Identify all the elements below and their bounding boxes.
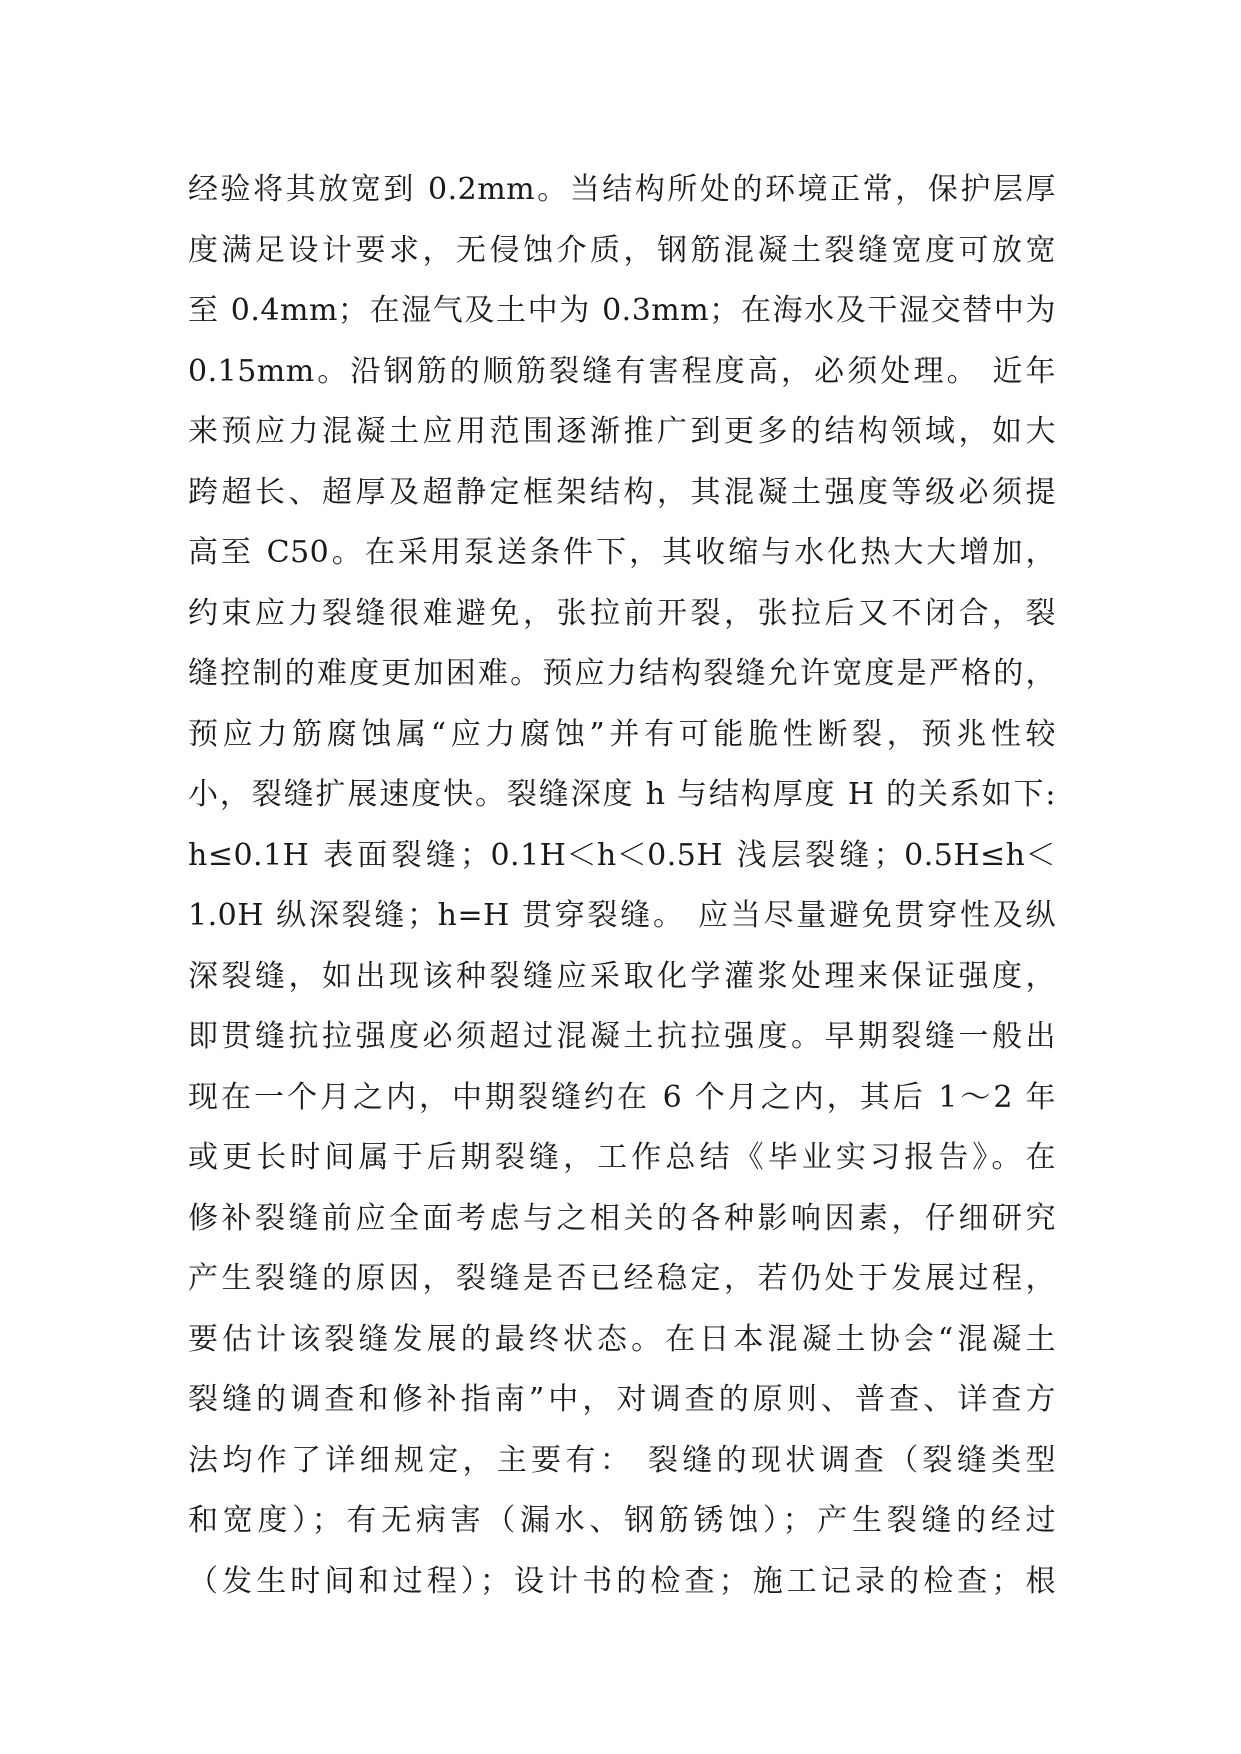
text-line: 深裂缝，如出现该种裂缝应采取化学灌浆处理来保证强度， [188, 958, 1056, 994]
text-line: 和宽度）；有无病害（漏水、钢筋锈蚀）；产生裂缝的经过 [188, 1503, 1056, 1538]
text-line: 约束应力裂缝很难避免，张拉前开裂，张拉后又不闭合，裂 [188, 595, 1056, 631]
body-text [188, 160, 1056, 1612]
text-line: 缝控制的难度更加困难。预应力结构裂缝允许宽度是严格的， [188, 656, 1056, 691]
text-line: 预应力筋腐蚀属“应力腐蚀”并有可能脆性断裂，预兆性较 [188, 716, 1056, 752]
text-line: h≤0.1H 表面裂缝；0.1H＜h＜0.5H 浅层裂缝；0.5H≤h＜ [188, 837, 1056, 873]
text-line: 即贯缝抗拉强度必须超过混凝土抗拉强度。早期裂缝一般出 [188, 1019, 1056, 1054]
text-line: 来预应力混凝土应用范围逐渐推广到更多的结构领域，如大 [188, 414, 1056, 449]
text-line: 跨超长、超厚及超静定框架结构，其混凝土强度等级必须提 [188, 474, 1056, 510]
text-line: 经验将其放宽到 0.2mm。当结构所处的环境正常，保护层厚 [188, 172, 1056, 207]
text-line: 小，裂缝扩展速度快。裂缝深度 h 与结构厚度 H 的关系如下: [188, 777, 1056, 812]
text-line: 要估计该裂缝发展的最终状态。在日本混凝土协会“混凝土 [188, 1321, 1056, 1357]
text-line: 法均作了详细规定，主要有： 裂缝的现状调查（裂缝类型 [188, 1442, 1056, 1478]
text-line: 或更长时间属于后期裂缝，工作总结《毕业实习报告》。在 [188, 1140, 1056, 1175]
text-line: 产生裂缝的原因，裂缝是否已经稳定，若仍处于发展过程， [188, 1261, 1056, 1296]
text-line: 高至 C50。在采用泵送条件下，其收缩与水化热大大增加， [188, 535, 1056, 570]
text-line: 修补裂缝前应全面考虑与之相关的各种影响因素，仔细研究 [188, 1200, 1056, 1236]
text-line: 1.0H 纵深裂缝；h=H 贯穿裂缝。 应当尽量避免贯穿性及纵 [188, 898, 1056, 933]
text-line: 度满足设计要求，无侵蚀介质，钢筋混凝土裂缝宽度可放宽 [188, 232, 1056, 268]
text-line: 0.15mm。沿钢筋的顺筋裂缝有害程度高，必须处理。 近年 [188, 353, 1056, 389]
text-line: 至 0.4mm；在湿气及土中为 0.3mm；在海水及干湿交替中为 [188, 293, 1056, 328]
text-line: （发生时间和过程）；设计书的检查；施工记录的检查；根 [188, 1563, 1056, 1599]
text-line: 现在一个月之内，中期裂缝约在 6 个月之内，其后 1～2 年 [188, 1079, 1056, 1115]
text-line: 裂缝的调查和修补指南”中，对调查的原则、普查、详查方 [188, 1382, 1056, 1417]
